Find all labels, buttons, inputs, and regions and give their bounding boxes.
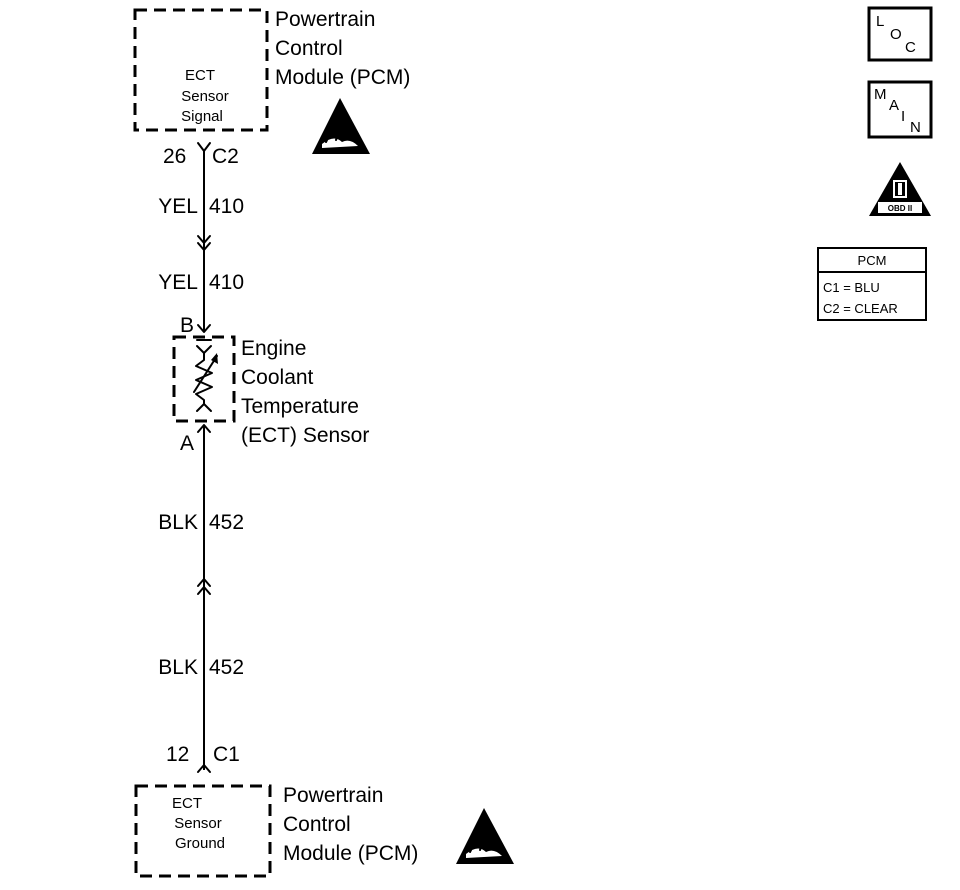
pcm-bottom-label-line-3: Module (PCM)	[283, 842, 419, 865]
sensor-terminal-b: B	[180, 314, 195, 337]
pcm-bottom-connector	[166, 742, 240, 772]
loc-button-icon[interactable]	[869, 8, 931, 60]
sensor-label-line-2: Coolant	[241, 366, 314, 389]
sensor-terminal-a-fork	[197, 404, 211, 411]
sensor-terminal-a: A	[180, 432, 195, 455]
pcm-top-label-line-3: Module (PCM)	[275, 66, 411, 89]
wire-upper-seg1-circuit: 410	[209, 195, 245, 218]
pcm-table-title: PCM	[857, 253, 887, 268]
pcm-bottom-label-line-1: Powertrain	[283, 784, 384, 807]
pcm-top-pin: 26	[163, 145, 187, 168]
wire-upper-seg2-circuit: 410	[209, 271, 245, 294]
pcm-connector-table	[818, 248, 926, 320]
loc-letter-l: L	[876, 13, 885, 30]
pcm-bottom-ground-line-3: Ground	[174, 835, 226, 852]
pcm-top-signal-line-1: ECT	[185, 67, 215, 84]
loc-letter-o: O	[890, 26, 902, 43]
sensor-label-line-1: Engine	[241, 337, 307, 360]
wire-lower-seg2-circuit: 452	[209, 656, 245, 679]
obd-ii-label: OBD II	[887, 204, 913, 213]
pcm-top-label-line-1: Powertrain	[275, 8, 376, 31]
pcm-bottom-ground-line-2: Sensor	[174, 815, 222, 832]
thermistor-resistor-icon	[196, 353, 212, 404]
wire-upper-seg1-color: YEL	[158, 195, 198, 218]
pcm-bottom-ground-line-1: ECT	[172, 795, 202, 812]
pcm-bottom-connector-id: C1	[213, 743, 240, 766]
wire-lower-seg1-circuit: 452	[209, 511, 245, 534]
pcm-bottom-pin: 12	[166, 743, 190, 766]
sensor-label-line-4: (ECT) Sensor	[241, 424, 370, 447]
pcm-top-signal-line-2: Sensor	[181, 88, 229, 105]
esd-warning-icon	[456, 808, 514, 864]
ect-sensor	[174, 337, 234, 421]
pcm-top-label-line-2: Control	[275, 37, 343, 60]
main-button-icon[interactable]	[869, 82, 931, 137]
sensor-label-line-3: Temperature	[241, 395, 359, 418]
main-letter-i: I	[901, 108, 906, 125]
main-letter-m: M	[874, 86, 887, 103]
pcm-bottom-label-line-2: Control	[283, 813, 351, 836]
esd-warning-icon	[312, 98, 370, 154]
loc-letter-c: C	[905, 39, 916, 56]
obd-ii-icon	[869, 162, 931, 216]
pcm-top-module	[135, 8, 410, 154]
pcm-top-signal-line-3: Signal	[181, 108, 223, 125]
pcm-bottom-module	[136, 784, 514, 876]
connector-symbol-top	[198, 143, 210, 151]
pcm-top-connector-id: C2	[212, 145, 239, 168]
main-letter-a: A	[889, 97, 900, 114]
sensor-terminal-b-fork	[197, 340, 211, 353]
main-letter-n: N	[910, 119, 921, 136]
wire-lower-seg1-color: BLK	[158, 511, 198, 534]
pcm-table-row-c1: C1 = BLU	[823, 280, 880, 295]
wire-lower-seg2-color: BLK	[158, 656, 198, 679]
wire-upper-seg2-color: YEL	[158, 271, 198, 294]
pcm-table-row-c2: C2 = CLEAR	[823, 301, 898, 316]
ect-sensor-dashed-box	[174, 337, 234, 421]
pcm-top-connector	[163, 143, 239, 168]
